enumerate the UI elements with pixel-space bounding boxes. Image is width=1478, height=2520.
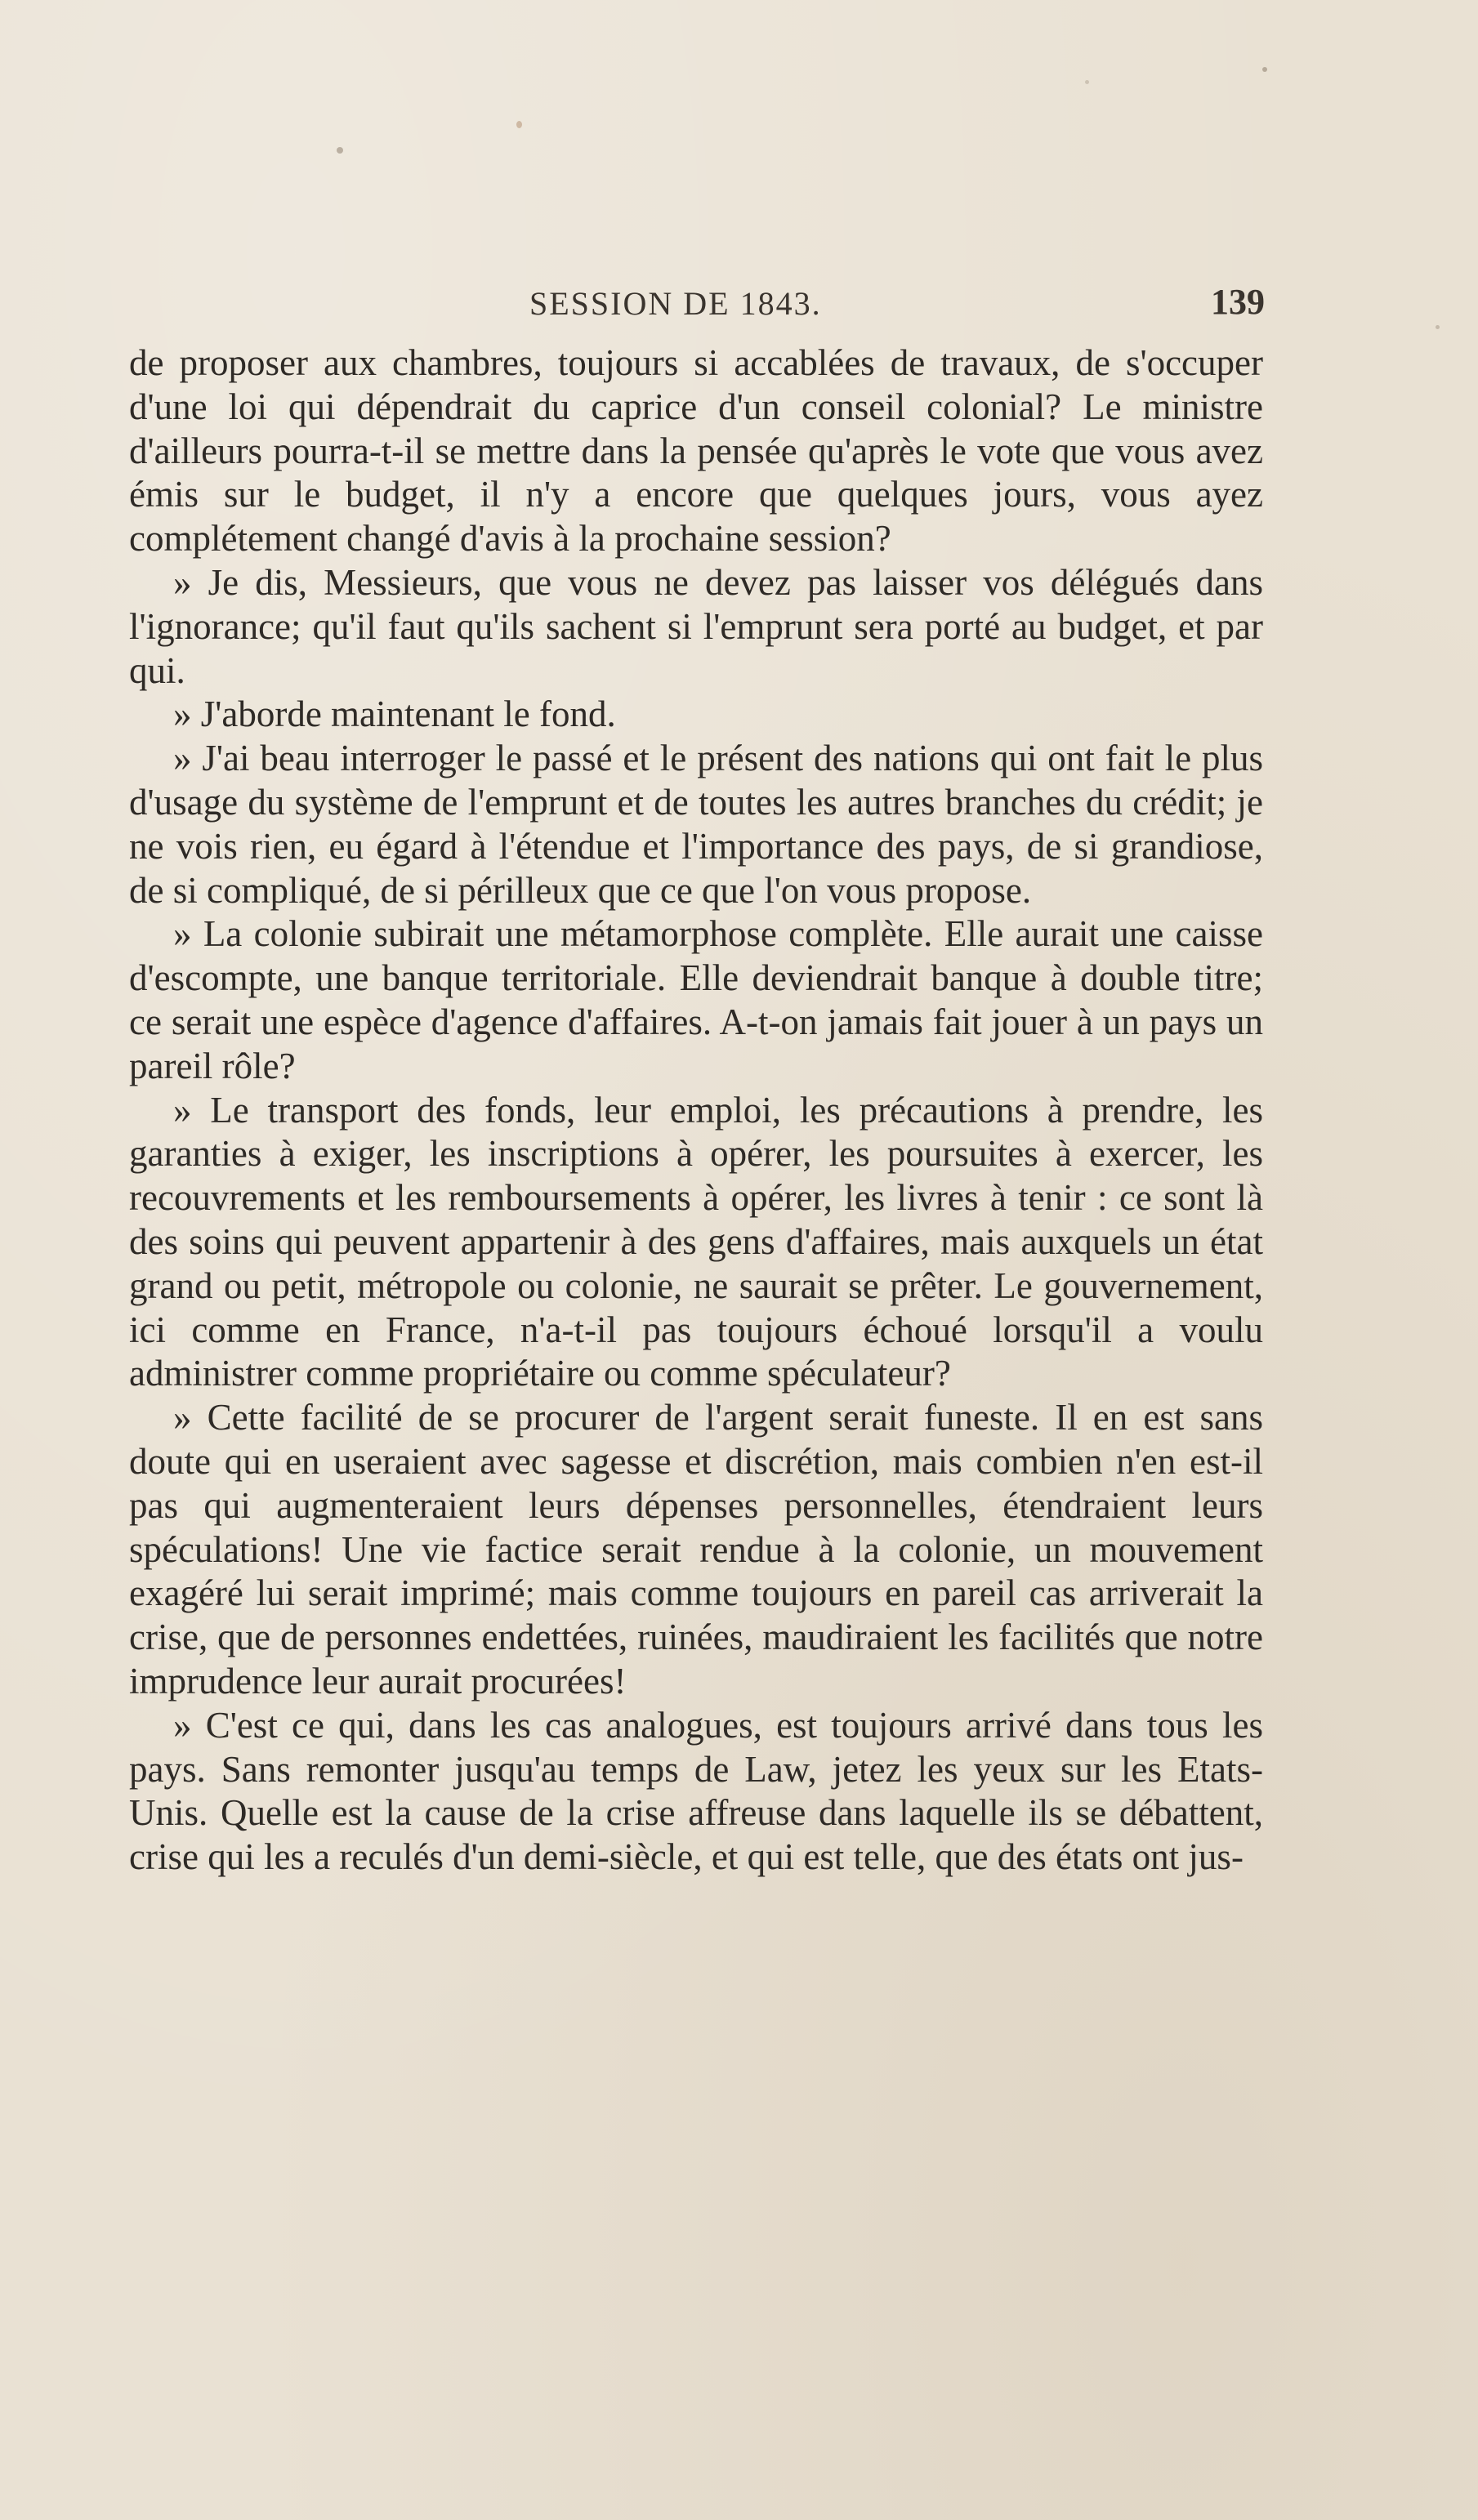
paragraph: » J'ai beau interroger le passé et le présent des nations qui ont fait le plus d'usage du système de l'emprunt et de toutes les autres branches du crédit; je ne vois rien, eu égard à l'étendue et l'importance des pays, de si grandiose, de si compliqué, de si périlleux que ce que l'on vous propose. — [129, 738, 1263, 911]
paper-speck — [1085, 80, 1089, 84]
paper-speck — [337, 147, 343, 154]
paragraph: » C'est ce qui, dans les cas analogues, est toujours arrivé dans tous les pays. Sans remonter jusqu'au temps de Law, jetez les yeux sur les Etats-Unis. Quelle est la cause de la crise affreuse dans laquelle ils se débattent, crise qui les a reculés d'un demi-siècle, et qui est telle, que des états ont jus- — [129, 1704, 1263, 1878]
page-number: 139 — [1211, 282, 1265, 322]
paragraph: » Cette facilité de se procurer de l'argent serait funeste. Il en est sans doute qui en useraient avec sagesse et discrétion, mais combien n'en est-il pas qui augmenteraient leurs dépenses personnelles, étendraient leurs spéculations! Une vie factice serait rendue à la colonie, un mouvement exagéré lui serait imprimé; mais comme toujours en pareil cas arriverait la crise, que de personnes endettées, ruinées, maudiraient les facilités que notre imprudence leur aurait procurées! — [129, 1397, 1263, 1702]
paragraph: » La colonie subirait une métamorphose complète. Elle aurait une caisse d'escompte, une banque territoriale. Elle deviendrait banque à double titre; ce serait une espèce d'agence d'affaires. A-t-on jamais fait jouer à un pays un pareil rôle? — [129, 913, 1263, 1086]
body-text — [129, 341, 1263, 1880]
paragraph: de proposer aux chambres, toujours si accablées de travaux, de s'occuper d'une loi qui dépendrait du caprice d'un conseil colonial? Le ministre d'ailleurs pourra-t-il se mettre dans la pensée qu'après le vote que vous avez émis sur le budget, il n'y a encore que quelques jours, vous ayez complétement changé d'avis à la prochaine session? — [129, 342, 1263, 560]
paper-speck — [1436, 325, 1440, 329]
paper-speck — [1262, 67, 1267, 72]
paragraph: » Le transport des fonds, leur emploi, les précautions à prendre, les garanties à exiger, les inscriptions à opérer, les poursuites à exercer, les recouvrements et les remboursements à opérer, les livres à tenir : ce sont là des soins qui peuvent appartenir à des gens d'affaires, mais auxquels un état grand ou petit, métropole ou colonie, ne saurait se prêter. Le gouvernement, ici comme en France, n'a-t-il pas toujours échoué lorsqu'il a voulu administrer comme propriétaire ou comme spéculateur? — [129, 1089, 1263, 1394]
running-title: SESSION DE 1843. — [529, 285, 822, 322]
paragraph: » J'aborde maintenant le fond. — [173, 694, 616, 735]
running-head — [129, 270, 1263, 335]
paper-speck — [516, 121, 522, 128]
book-page — [129, 270, 1263, 1880]
paragraph: » Je dis, Messieurs, que vous ne devez pas laisser vos délégués dans l'ignorance; qu'il faut qu'ils sachent si l'emprunt sera porté au budget, et par qui. — [129, 561, 1263, 691]
